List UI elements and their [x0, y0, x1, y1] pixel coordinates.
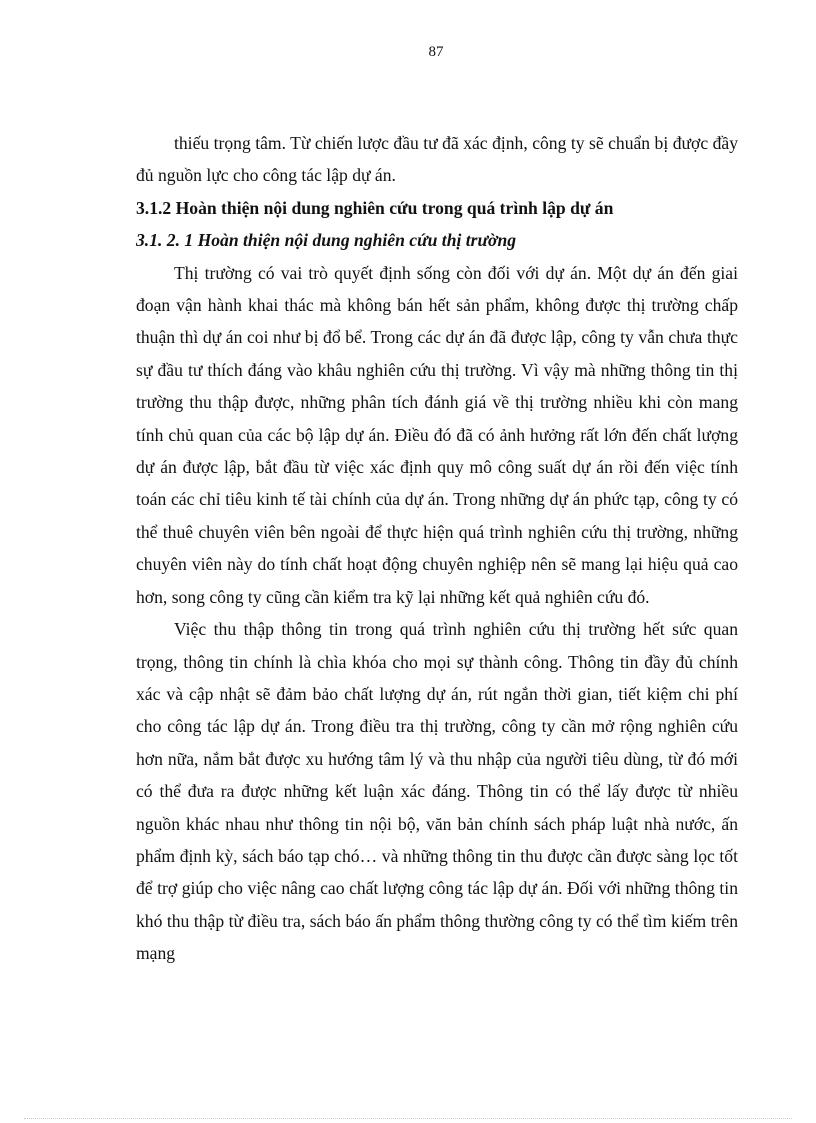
section-heading: 3.1.2 Hoàn thiện nội dung nghiên cứu trong quá trình lập dự án [136, 197, 614, 218]
document-body [136, 127, 738, 970]
continuation-paragraph: thiếu trọng tâm. Từ chiến lược đầu tư đã xác định, công ty sẽ chuẩn bị được đầy đủ nguồn lực cho công tác lập dự án. [136, 133, 738, 186]
page-number: 87 [428, 44, 444, 60]
subsection-heading: 3.1. 2. 1 Hoàn thiện nội dung nghiên cứu thị trường [136, 230, 517, 251]
page-bottom-divider [24, 1118, 792, 1119]
body-paragraph-2: Việc thu thập thông tin trong quá trình nghiên cứu thị trường hết sức quan trọng, thông tin chính là chìa khóa cho mọi sự thành công. Thông tin đầy đủ chính xác và cập nhật sẽ đảm bảo chất lượng dự án, rút ngắn thời gian, tiết kiệm chi phí cho công tác lập dự án. Trong điều tra thị trường, công ty cần mở rộng nghiên cứu hơn nữa, nắm bắt được xu hướng tâm lý và thu nhập của người tiêu dùng, từ đó mới có thể đưa ra được những kết luận xác đáng. Thông tin có thể lấy được từ nhiều nguồn khác nhau như thông tin nội bộ, văn bản chính sách pháp luật nhà nước, ấn phẩm định kỳ, sách báo tạp chó… và những thông tin thu được cần được sàng lọc tốt để trợ giúp cho việc nâng cao chất lượng công tác lập dự án. Đối với những thông tin khó thu thập từ điều tra, sách báo ấn phẩm thông thường công ty có thể tìm kiếm trên mạng [136, 619, 738, 964]
body-paragraph-1: Thị trường có vai trò quyết định sống còn đối với dự án. Một dự án đến giai đoạn vận hành khai thác mà không bán hết sản phẩm, không được thị trường chấp thuận thì dự án coi như bị đổ bể. Trong các dự án đã được lập, công ty vẫn chưa thực sự đầu tư thích đáng vào khâu nghiên cứu thị trường. Vì vậy mà những thông tin thị trường thu thập được, những phân tích đánh giá về thị trường nhiều khi còn mang tính chủ quan của các bộ lập dự án. Điều đó đã có ảnh hưởng rất lớn đến chất lượng dự án được lập, bắt đầu từ việc xác định quy mô công suất dự án rồi đến việc tính toán các chỉ tiêu kinh tế tài chính của dự án. Trong những dự án phức tạp, công ty có thể thuê chuyên viên bên ngoài để thực hiện quá trình nghiên cứu thị trường, những chuyên viên này do tính chất hoạt động chuyên nghiệp nên sẽ mang lại hiệu quả cao hơn, song công ty cũng cần kiểm tra kỹ lại những kết quả nghiên cứu đó. [136, 262, 738, 607]
